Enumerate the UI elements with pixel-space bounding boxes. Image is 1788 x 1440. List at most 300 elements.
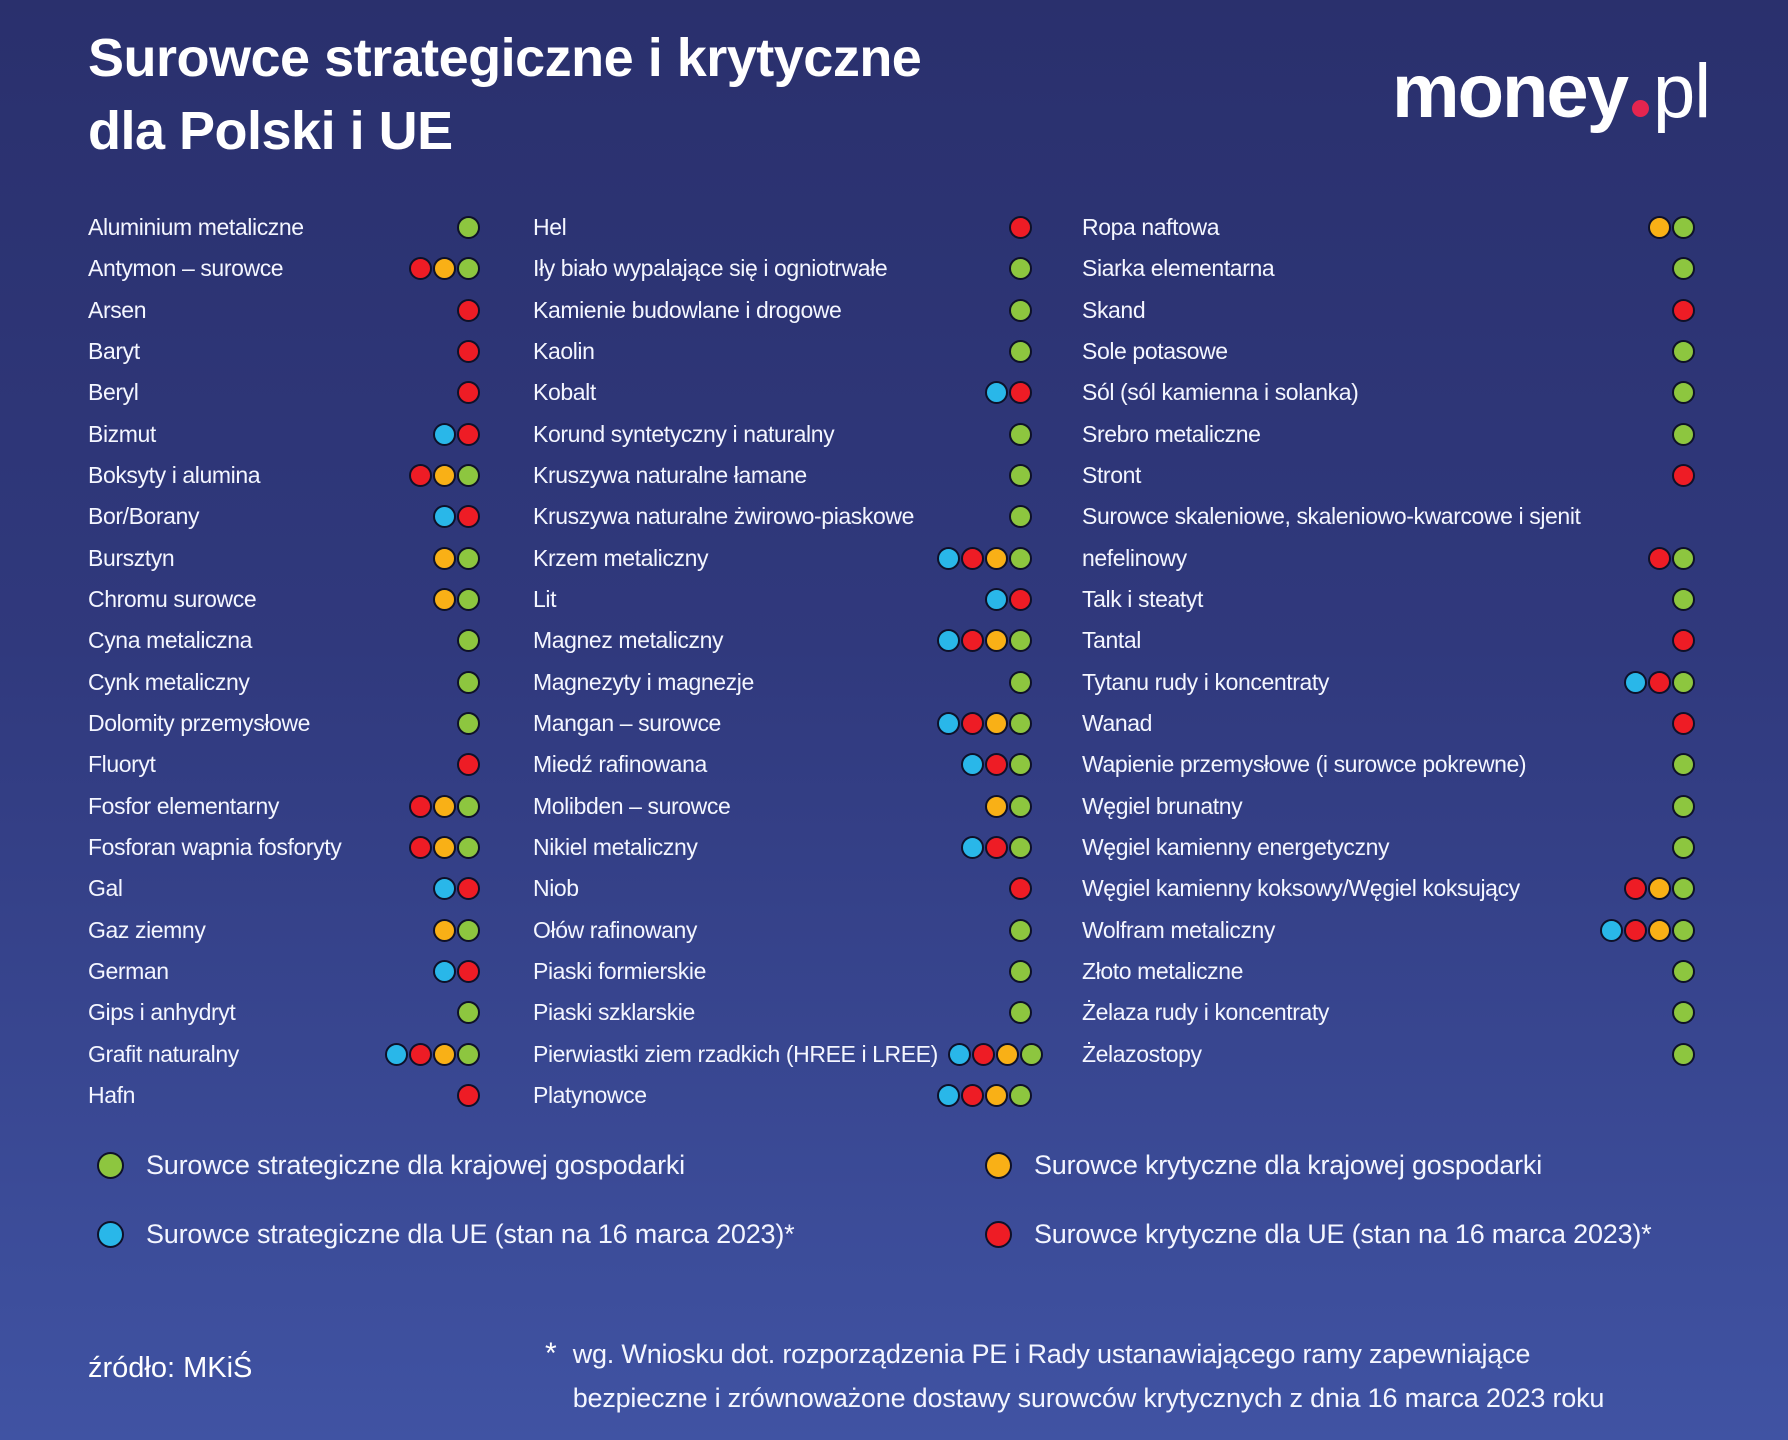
material-label: Bizmut: [88, 420, 156, 447]
category-dots: [961, 836, 1032, 859]
category-dots: [948, 1043, 1043, 1066]
red-dot-icon: [457, 877, 480, 900]
material-label: Beryl: [88, 379, 139, 406]
green-dot-icon: [1009, 960, 1032, 983]
category-dots: [1672, 423, 1695, 446]
category-dots: [937, 712, 1032, 735]
material-label: Magnezyty i magnezje: [533, 668, 754, 695]
category-dots: [1672, 381, 1695, 404]
category-dots: [433, 547, 480, 570]
orange-dot-icon: [433, 464, 456, 487]
green-dot-icon: [1009, 464, 1032, 487]
red-dot-icon: [1624, 877, 1647, 900]
material-label: Wolfram metaliczny: [1082, 916, 1276, 943]
material-label: Cynk metaliczny: [88, 668, 250, 695]
blue-dot-icon: [937, 712, 960, 735]
material-row: [533, 579, 1032, 620]
material-row: [533, 992, 1032, 1033]
category-dots: [1009, 299, 1032, 322]
blue-dot-icon: [385, 1043, 408, 1066]
green-dot-icon: [1672, 753, 1695, 776]
blue-dot-icon: [937, 1084, 960, 1107]
orange-dot-icon: [985, 629, 1008, 652]
blue-dot-icon: [1600, 919, 1623, 942]
material-label: Baryt: [88, 338, 140, 365]
category-dots: [1672, 712, 1695, 735]
material-label: Sole potasowe: [1082, 338, 1228, 365]
category-dots: [1672, 836, 1695, 859]
green-dot-icon: [457, 671, 480, 694]
material-row: [1082, 455, 1695, 496]
red-dot-icon: [1672, 712, 1695, 735]
material-label: Kobalt: [533, 379, 596, 406]
material-row: [88, 207, 480, 248]
green-dot-icon: [1672, 381, 1695, 404]
green-dot-icon: [1009, 795, 1032, 818]
material-label: Mangan – surowce: [533, 710, 721, 737]
green-dot-icon: [1672, 671, 1695, 694]
blue-dot-icon: [433, 960, 456, 983]
category-dots: [1672, 629, 1695, 652]
material-row: [533, 538, 1032, 579]
material-label: Stront: [1082, 462, 1141, 489]
red-dot-icon: [985, 753, 1008, 776]
material-label: Arsen: [88, 296, 147, 323]
red-dot-icon: [457, 299, 480, 322]
category-dots: [937, 629, 1032, 652]
green-dot-icon: [1672, 960, 1695, 983]
footnote: [545, 1332, 1604, 1420]
legend-item-critical-eu: [985, 1219, 1652, 1250]
orange-dot-icon: [433, 919, 456, 942]
material-row: [533, 496, 1032, 537]
material-label: Ropa naftowa: [1082, 214, 1220, 241]
material-label: German: [88, 958, 169, 985]
red-dot-icon: [1009, 381, 1032, 404]
material-label: Lit: [533, 586, 557, 613]
category-dots: [1009, 960, 1032, 983]
green-dot-icon: [457, 836, 480, 859]
material-label: Tantal: [1082, 627, 1141, 654]
material-row: [533, 455, 1032, 496]
blue-dot-icon: [985, 588, 1008, 611]
material-row: [88, 538, 480, 579]
materials-column-1: [88, 207, 480, 1116]
red-dot-icon: [409, 795, 432, 818]
material-label: Dolomity przemysłowe: [88, 710, 311, 737]
category-dots: [457, 712, 480, 735]
category-dots: [409, 795, 480, 818]
blue-dot-icon: [433, 877, 456, 900]
orange-dot-icon: [996, 1043, 1019, 1066]
orange-dot-icon: [433, 588, 456, 611]
green-dot-icon: [1672, 340, 1695, 363]
green-dot-icon: [1672, 216, 1695, 239]
green-dot-icon: [1672, 257, 1695, 280]
category-dots: [1009, 423, 1032, 446]
red-dot-icon: [457, 423, 480, 446]
green-dot-icon: [457, 795, 480, 818]
material-row: [533, 662, 1032, 703]
red-dot-icon: [1672, 299, 1695, 322]
category-dots: [457, 1001, 480, 1024]
category-dots: [1009, 340, 1032, 363]
category-dots: [1600, 919, 1695, 942]
red-dot-icon: [985, 836, 1008, 859]
category-dots: [961, 753, 1032, 776]
asterisk-marker: *: [545, 1337, 557, 1370]
legend-item-critical-national: [985, 1150, 1542, 1181]
green-dot-icon: [457, 257, 480, 280]
blue-dot-icon: [937, 547, 960, 570]
red-dot-icon: [409, 257, 432, 280]
category-dots: [1009, 464, 1032, 487]
category-dots: [457, 340, 480, 363]
green-dot-icon: [1009, 1001, 1032, 1024]
footnote-line1: wg. Wniosku dot. rozporządzenia PE i Rady ustanawiającego ramy zapewniające: [572, 1339, 1531, 1369]
material-row: [533, 414, 1032, 455]
page-title: [88, 22, 921, 168]
category-dots: [1672, 588, 1695, 611]
material-row: [533, 951, 1032, 992]
green-dot-icon: [1009, 547, 1032, 570]
material-row: [88, 579, 480, 620]
material-row: [533, 827, 1032, 868]
category-dots: [985, 795, 1032, 818]
material-label: Złoto metaliczne: [1082, 958, 1244, 985]
green-dot-icon: [1009, 753, 1032, 776]
orange-dot-icon: [985, 1084, 1008, 1107]
material-label: Żelazostopy: [1082, 1040, 1202, 1067]
green-dot-icon: [457, 712, 480, 735]
material-label: Kaolin: [533, 338, 595, 365]
material-row: [533, 786, 1032, 827]
green-dot-icon: [1009, 423, 1032, 446]
category-dots: [1009, 257, 1032, 280]
material-label: Siarka elementarna: [1082, 255, 1275, 282]
material-row: [1082, 372, 1695, 413]
materials-column-2: [533, 207, 1032, 1116]
material-row: [1082, 620, 1695, 661]
green-dot-icon: [457, 588, 480, 611]
material-label: Ołów rafinowany: [533, 916, 698, 943]
material-row: [533, 744, 1032, 785]
red-dot-icon: [1009, 216, 1032, 239]
category-dots: [457, 299, 480, 322]
material-row: [88, 951, 480, 992]
category-dots: [1648, 216, 1695, 239]
material-label: Węgiel kamienny energetyczny: [1082, 834, 1390, 861]
green-dot-icon: [457, 464, 480, 487]
category-dots: [433, 877, 480, 900]
blue-dot-icon: [433, 505, 456, 528]
material-label: Fosfor elementarny: [88, 792, 279, 819]
material-label: Wanad: [1082, 710, 1153, 737]
blue-dot-icon: [97, 1221, 124, 1248]
category-dots: [1009, 877, 1032, 900]
material-row: [88, 662, 480, 703]
red-dot-icon: [457, 505, 480, 528]
green-dot-icon: [457, 919, 480, 942]
green-dot-icon: [457, 547, 480, 570]
material-label: Bursztyn: [88, 544, 175, 571]
material-row: [1082, 331, 1695, 372]
material-label: Kamienie budowlane i drogowe: [533, 296, 842, 323]
red-dot-icon: [961, 1084, 984, 1107]
blue-dot-icon: [961, 836, 984, 859]
material-row: [1082, 207, 1695, 248]
legend-item-strategic-eu: [97, 1219, 794, 1250]
category-dots: [1672, 1001, 1695, 1024]
green-dot-icon: [1009, 299, 1032, 322]
category-dots: [457, 629, 480, 652]
legend-item-strategic-national: [97, 1150, 685, 1181]
green-dot-icon: [1009, 629, 1032, 652]
green-dot-icon: [1672, 588, 1695, 611]
category-dots: [433, 588, 480, 611]
red-dot-icon: [961, 712, 984, 735]
material-label: Surowce skaleniowe, skaleniowo-kwarcowe i sjenit: [1082, 503, 1581, 530]
material-label: Cyna metaliczna: [88, 627, 253, 654]
green-dot-icon: [1009, 836, 1032, 859]
material-label: Fluoryt: [88, 751, 156, 778]
material-label: Kruszywa naturalne żwirowo-piaskowe: [533, 503, 914, 530]
material-row: [88, 786, 480, 827]
red-dot-icon: [409, 836, 432, 859]
green-dot-icon: [457, 629, 480, 652]
category-dots: [433, 960, 480, 983]
red-dot-icon: [457, 381, 480, 404]
material-row: [1082, 414, 1695, 455]
category-dots: [1009, 1001, 1032, 1024]
legend-label: Surowce strategiczne dla krajowej gospodarki: [146, 1150, 685, 1180]
material-label: Boksyty i alumina: [88, 462, 261, 489]
category-dots: [433, 505, 480, 528]
category-dots: [937, 1084, 1032, 1107]
material-label: Gal: [88, 875, 123, 902]
orange-dot-icon: [433, 257, 456, 280]
material-row: [88, 910, 480, 951]
material-row: [1082, 868, 1695, 909]
green-dot-icon: [1672, 877, 1695, 900]
blue-dot-icon: [1624, 671, 1647, 694]
green-dot-icon: [97, 1152, 124, 1179]
material-label: Fosforan wapnia fosforyty: [88, 834, 342, 861]
material-label: Aluminium metaliczne: [88, 214, 304, 241]
material-row: [1082, 992, 1695, 1033]
red-dot-icon: [457, 960, 480, 983]
orange-dot-icon: [433, 547, 456, 570]
material-row: [533, 248, 1032, 289]
material-row: [88, 744, 480, 785]
material-label: Nikiel metaliczny: [533, 834, 698, 861]
green-dot-icon: [1009, 340, 1032, 363]
material-row: [1082, 827, 1695, 868]
category-dots: [1672, 464, 1695, 487]
red-dot-icon: [1672, 464, 1695, 487]
material-row: [88, 703, 480, 744]
material-row: [533, 703, 1032, 744]
blue-dot-icon: [961, 753, 984, 776]
category-dots: [433, 423, 480, 446]
green-dot-icon: [1009, 1084, 1032, 1107]
red-dot-icon: [1648, 547, 1671, 570]
footnote-text: [573, 1332, 1605, 1420]
blue-dot-icon: [948, 1043, 971, 1066]
green-dot-icon: [1009, 671, 1032, 694]
material-label: Niob: [533, 875, 579, 902]
material-row: [533, 372, 1032, 413]
category-dots: [433, 919, 480, 942]
material-row: [1082, 744, 1695, 785]
source-credit: źródło: MKiŚ: [88, 1352, 253, 1384]
green-dot-icon: [457, 1001, 480, 1024]
green-dot-icon: [1009, 712, 1032, 735]
green-dot-icon: [1672, 795, 1695, 818]
red-dot-icon: [1009, 877, 1032, 900]
material-label: Żelaza rudy i koncentraty: [1082, 999, 1329, 1026]
orange-dot-icon: [1648, 919, 1671, 942]
material-row: [533, 620, 1032, 661]
category-dots: [409, 836, 480, 859]
material-row: [1082, 538, 1695, 579]
material-label: Krzem metaliczny: [533, 544, 709, 571]
blue-dot-icon: [937, 629, 960, 652]
material-label: Korund syntetyczny i naturalny: [533, 420, 835, 447]
category-dots: [409, 257, 480, 280]
material-row: [1082, 910, 1695, 951]
moneypl-logo: [1392, 48, 1710, 135]
legend-label: Surowce krytyczne dla UE (stan na 16 marca 2023)*: [1034, 1219, 1652, 1249]
material-label: Sól (sól kamienna i solanka): [1082, 379, 1359, 406]
category-dots: [1648, 547, 1695, 570]
material-row: [533, 290, 1032, 331]
category-dots: [985, 588, 1032, 611]
material-row: [88, 1034, 480, 1075]
legend-label: Surowce krytyczne dla krajowej gospodarki: [1034, 1150, 1543, 1180]
material-label: Gips i anhydryt: [88, 999, 236, 1026]
material-label: Pierwiastki ziem rzadkich (HREE i LREE): [533, 1040, 938, 1067]
green-dot-icon: [1672, 547, 1695, 570]
red-dot-icon: [972, 1043, 995, 1066]
material-label: Bor/Borany: [88, 503, 200, 530]
category-dots: [1009, 505, 1032, 528]
category-dots: [1672, 960, 1695, 983]
material-label: Gaz ziemny: [88, 916, 206, 943]
category-dots: [1009, 216, 1032, 239]
material-label: nefelinowy: [1082, 544, 1187, 571]
category-dots: [1672, 795, 1695, 818]
green-dot-icon: [1672, 423, 1695, 446]
page-title-line1: Surowce strategiczne i krytyczne: [88, 28, 922, 88]
orange-dot-icon: [985, 795, 1008, 818]
red-dot-icon: [961, 547, 984, 570]
logo-text-money: money: [1392, 49, 1627, 134]
material-row: [88, 827, 480, 868]
material-label: Miedź rafinowana: [533, 751, 707, 778]
category-dots: [457, 216, 480, 239]
material-row: [88, 331, 480, 372]
material-row: [88, 455, 480, 496]
category-dots: [985, 381, 1032, 404]
green-dot-icon: [1672, 1001, 1695, 1024]
material-row: [88, 1075, 480, 1116]
category-dots: [1624, 671, 1695, 694]
green-dot-icon: [1672, 1043, 1695, 1066]
red-dot-icon: [457, 753, 480, 776]
green-dot-icon: [1009, 919, 1032, 942]
orange-dot-icon: [985, 547, 1008, 570]
category-dots: [1672, 753, 1695, 776]
material-row: [1082, 290, 1695, 331]
orange-dot-icon: [985, 1152, 1012, 1179]
material-label: Kruszywa naturalne łamane: [533, 462, 807, 489]
material-row: [88, 620, 480, 661]
material-row: [1082, 1034, 1695, 1075]
category-dots: [1009, 919, 1032, 942]
materials-column-3: [1082, 207, 1695, 1075]
category-dots: [457, 753, 480, 776]
material-label: Węgiel kamienny koksowy/Węgiel koksujący: [1082, 875, 1520, 902]
material-row: [88, 868, 480, 909]
green-dot-icon: [1020, 1043, 1043, 1066]
material-label: Magnez metaliczny: [533, 627, 724, 654]
material-row: [88, 992, 480, 1033]
red-dot-icon: [985, 1221, 1012, 1248]
red-dot-icon: [1648, 671, 1671, 694]
red-dot-icon: [457, 340, 480, 363]
material-label: Platynowce: [533, 1082, 647, 1109]
material-row: [88, 290, 480, 331]
category-dots: [457, 381, 480, 404]
logo-text-pl: pl: [1652, 49, 1711, 134]
orange-dot-icon: [433, 1043, 456, 1066]
category-dots: [1672, 1043, 1695, 1066]
material-label: Hafn: [88, 1082, 135, 1109]
category-dots: [1624, 877, 1695, 900]
green-dot-icon: [1009, 505, 1032, 528]
material-row: [1082, 496, 1695, 537]
material-row: [1082, 703, 1695, 744]
material-label: Hel: [533, 214, 567, 241]
footnote-line2: bezpieczne i zrównoważone dostawy surowców krytycznych z dnia 16 marca 2023 roku: [572, 1383, 1605, 1413]
red-dot-icon: [1624, 919, 1647, 942]
material-row: [533, 207, 1032, 248]
legend-label: Surowce strategiczne dla UE (stan na 16 marca 2023)*: [146, 1219, 795, 1249]
material-label: Skand: [1082, 296, 1146, 323]
material-row: [88, 496, 480, 537]
material-label: Węgiel brunatny: [1082, 792, 1243, 819]
logo-dot-icon: [1632, 100, 1649, 117]
material-row: [533, 331, 1032, 372]
material-label: Piaski formierskie: [533, 958, 707, 985]
material-row: [533, 1034, 1032, 1075]
category-dots: [409, 464, 480, 487]
category-dots: [1672, 340, 1695, 363]
blue-dot-icon: [433, 423, 456, 446]
orange-dot-icon: [433, 795, 456, 818]
material-label: Wapienie przemysłowe (i surowce pokrewne): [1082, 751, 1527, 778]
red-dot-icon: [1009, 588, 1032, 611]
material-label: Tytanu rudy i koncentraty: [1082, 668, 1329, 695]
category-dots: [1672, 257, 1695, 280]
material-label: Chromu surowce: [88, 586, 257, 613]
red-dot-icon: [409, 1043, 432, 1066]
green-dot-icon: [1672, 836, 1695, 859]
green-dot-icon: [1009, 257, 1032, 280]
material-label: Grafit naturalny: [88, 1040, 239, 1067]
material-row: [1082, 248, 1695, 289]
